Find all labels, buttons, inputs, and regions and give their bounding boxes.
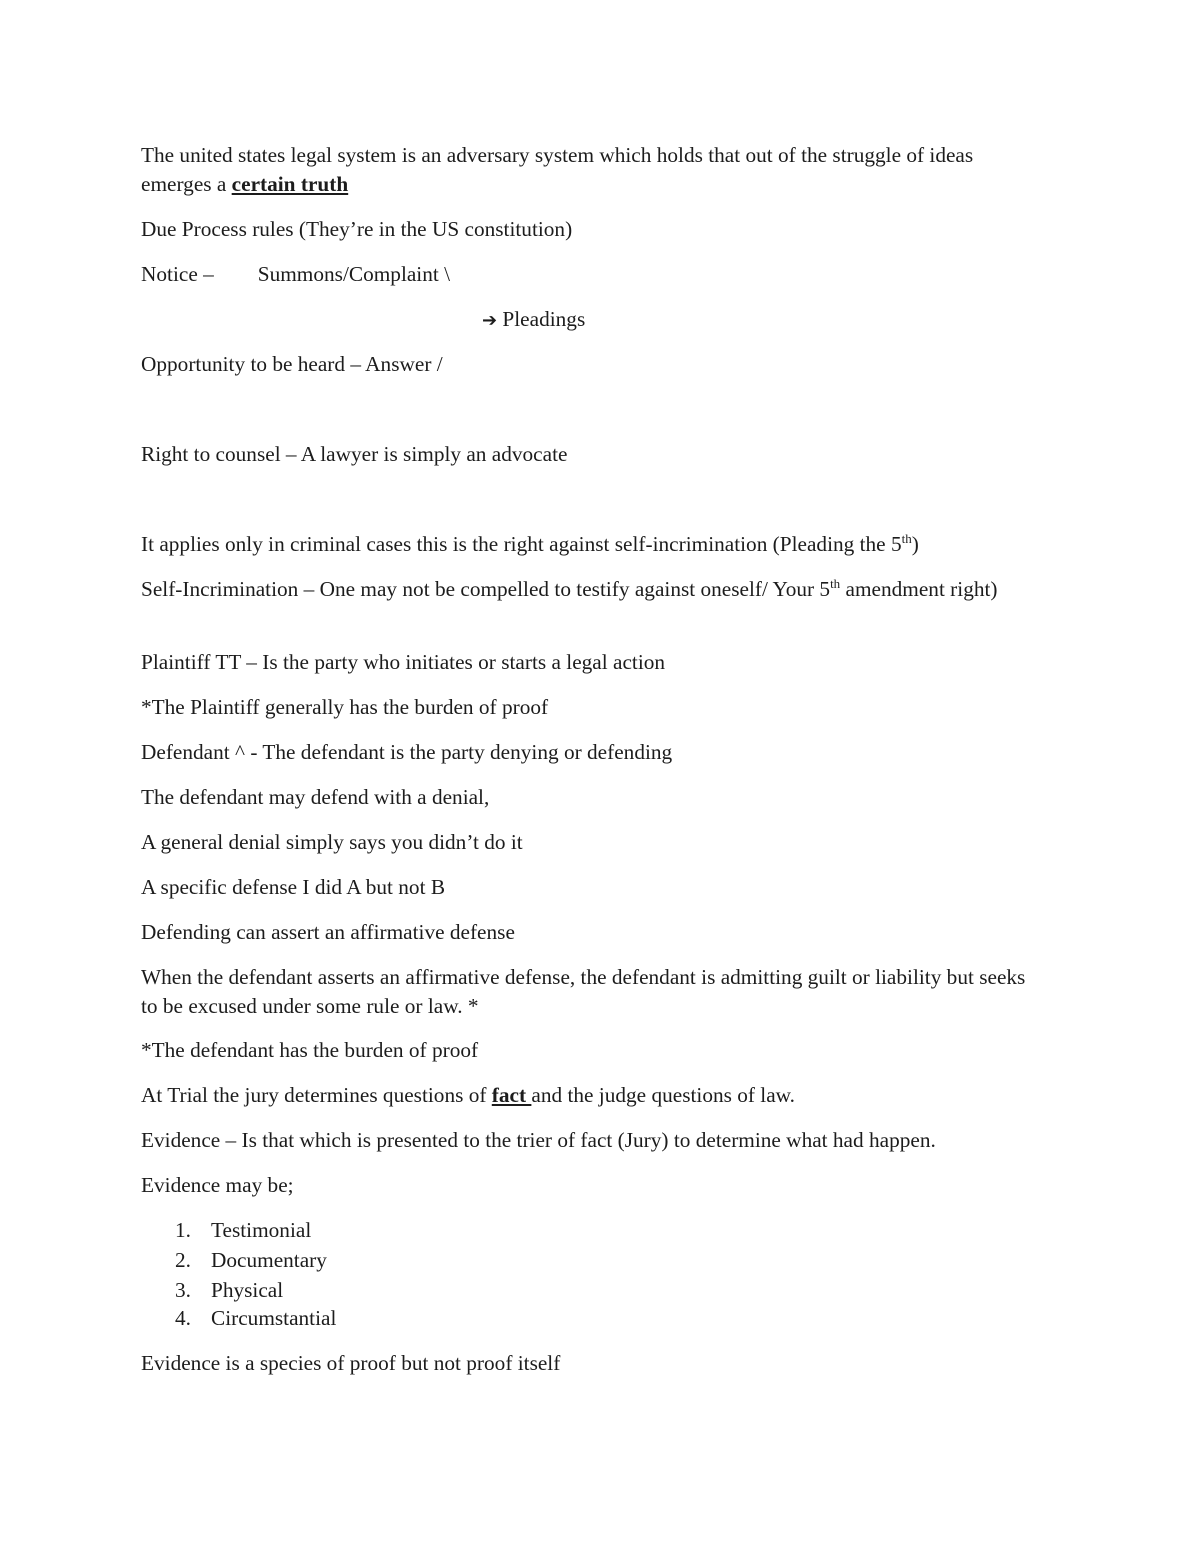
paragraph-defend-denial: The defendant may defend with a denial, bbox=[141, 785, 490, 809]
paragraph-pleadings bbox=[482, 305, 1200, 335]
paragraph-species-of-proof: Evidence is a species of proof but not proof itself bbox=[141, 1351, 561, 1375]
paragraph-right-to-counsel: Right to counsel – A lawyer is simply an advocate bbox=[141, 442, 568, 466]
text: Pleadings bbox=[497, 307, 586, 331]
paragraph-plaintiff-burden: *The Plaintiff generally has the burden of proof bbox=[141, 695, 549, 719]
list-item bbox=[175, 1246, 327, 1275]
list-item bbox=[175, 1276, 283, 1305]
paragraph-self-incrimination bbox=[141, 575, 1041, 604]
text: It applies only in criminal cases this is the right against self-incrimination (Pleading the 5 bbox=[141, 532, 902, 556]
list-number: 2. bbox=[175, 1248, 191, 1272]
text: At Trial the jury determines questions of bbox=[141, 1083, 492, 1107]
paragraph-defendant: Defendant ^ - The defendant is the party denying or defending bbox=[141, 740, 673, 764]
paragraph-adversary-system bbox=[141, 141, 1041, 199]
list-number: 1. bbox=[175, 1218, 191, 1242]
paragraph-plaintiff: Plaintiff TT – Is the party who initiates or starts a legal action bbox=[141, 650, 666, 674]
paragraph-specific-defense: A specific defense I did A but not B bbox=[141, 875, 446, 899]
list-text: Physical bbox=[211, 1278, 284, 1302]
paragraph-general-denial: A general denial simply says you didn’t do it bbox=[141, 830, 523, 854]
emphasis-fact: fact bbox=[491, 1083, 532, 1107]
list-item bbox=[175, 1304, 336, 1333]
text: Notice – bbox=[141, 262, 214, 286]
paragraph-due-process: Due Process rules (They’re in the US constitution) bbox=[141, 217, 573, 241]
paragraph-affirmative-defense-detail: When the defendant asserts an affirmative defense, the defendant is admitting guilt or liability but seeks to be excused under some rule or law. * bbox=[141, 965, 1026, 1018]
superscript: th bbox=[830, 575, 841, 591]
text: Summons/Complaint \ bbox=[257, 262, 451, 286]
text: ) bbox=[911, 532, 919, 556]
list-number: 3. bbox=[175, 1278, 191, 1302]
list-item bbox=[175, 1216, 311, 1245]
paragraph-opportunity: Opportunity to be heard – Answer / bbox=[141, 352, 443, 376]
paragraph-criminal-cases bbox=[141, 530, 1041, 559]
list-text: Documentary bbox=[211, 1248, 327, 1272]
list-number: 4. bbox=[175, 1306, 191, 1330]
text: amendment right) bbox=[840, 577, 998, 601]
paragraph-defendant-burden: *The defendant has the burden of proof bbox=[141, 1038, 479, 1062]
text: and the judge questions of law. bbox=[531, 1083, 795, 1107]
emphasis-certain-truth: certain truth bbox=[231, 172, 349, 196]
paragraph-evidence-may-be: Evidence may be; bbox=[141, 1173, 294, 1197]
text: Self-Incrimination – One may not be compelled to testify against oneself/ Your 5 bbox=[141, 577, 831, 601]
paragraph-at-trial bbox=[141, 1081, 1041, 1110]
superscript: th bbox=[901, 530, 912, 546]
paragraph-notice bbox=[141, 260, 1041, 289]
arrow-right-icon: ➔ bbox=[482, 310, 498, 331]
text: The united states legal system is an adversary system which holds that out of the struggle of ideas emerges a bbox=[141, 143, 974, 196]
paragraph-evidence-definition: Evidence – Is that which is presented to the trier of fact (Jury) to determine what had happen. bbox=[141, 1128, 936, 1152]
list-text: Testimonial bbox=[211, 1218, 312, 1242]
list-text: Circumstantial bbox=[211, 1306, 337, 1330]
paragraph-affirmative-defense: Defending can assert an affirmative defense bbox=[141, 920, 515, 944]
